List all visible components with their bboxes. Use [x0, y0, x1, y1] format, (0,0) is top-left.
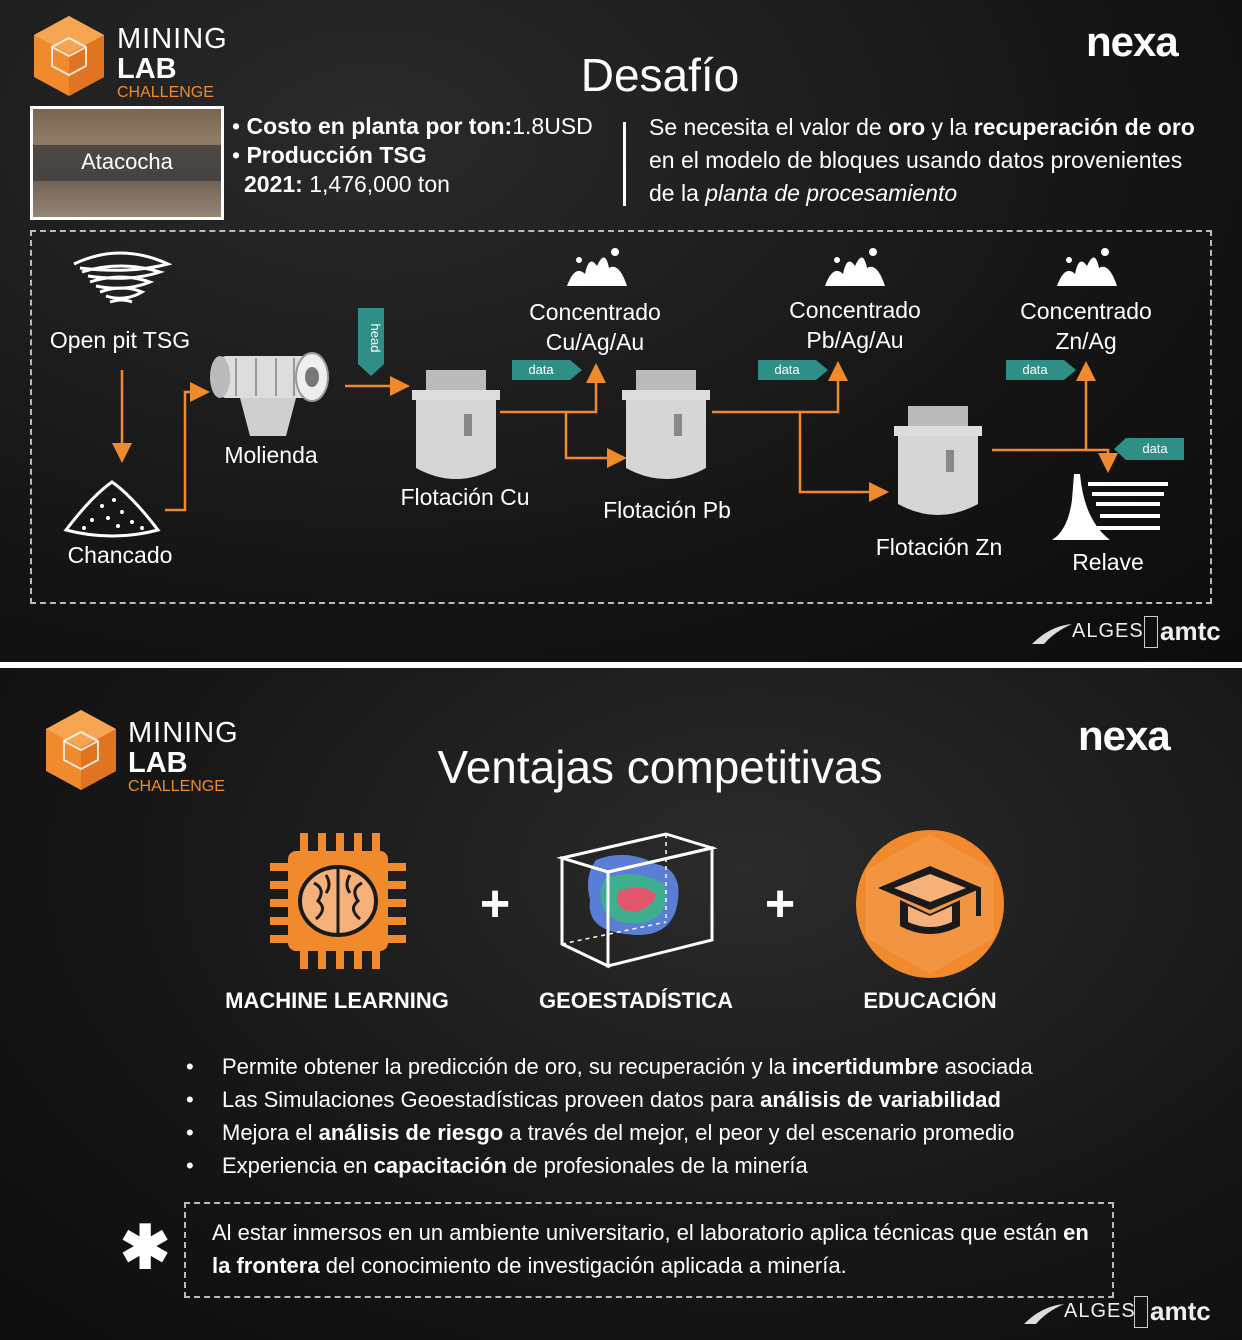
plus-sign-1: +	[479, 875, 511, 933]
pillar-educacion: EDUCACIÓN	[863, 988, 997, 1013]
list-item: • Experiencia en capacitación de profesionales de la minería	[186, 1153, 808, 1178]
nexa-logo: nexa	[1086, 18, 1178, 65]
nexa-logo: nexa	[1078, 712, 1170, 759]
slide-desafio	[0, 0, 1242, 662]
alges-swoosh-icon	[1030, 622, 1074, 646]
slide-ventajas	[0, 668, 1242, 1340]
pillar-machine-learning: MACHINE LEARNING	[225, 988, 449, 1013]
plant-stats: • Costo en planta por ton:1.8USD • Producción TSG 2021: 1,476,000 ton	[232, 113, 593, 197]
data-tag-pb-arrow	[816, 360, 828, 380]
graduation-cap-icon	[854, 828, 1006, 980]
note-text: Al estar inmersos en un ambiente universitario, el laboratorio aplica técnicas que están en la frontera del conocimiento de investigación aplicada a minería.	[212, 1220, 1089, 1278]
concentrate-cu-label: Concentrado Cu/Ag/Au	[529, 299, 661, 355]
open-pit-label: Open pit TSG	[49, 327, 191, 353]
brain-chip-icon	[268, 831, 408, 971]
flotacion-cu-label: Flotación Cu	[400, 484, 530, 510]
logo-line-challenge: CHALLENGE	[117, 84, 214, 101]
geostatistics-cube-icon	[556, 830, 718, 970]
logo-line-lab: LAB	[128, 747, 188, 779]
data-tag-relave: data	[1126, 438, 1184, 460]
asterisk-icon: ✱	[120, 1214, 171, 1281]
mining-lab-cube-icon	[44, 708, 118, 792]
plus-sign-2: +	[764, 875, 796, 933]
data-tag-zn-arrow	[1064, 360, 1076, 380]
flotation-pb-icon	[618, 368, 714, 486]
advantages-list	[186, 1050, 1146, 1182]
concentrate-cu-icon	[565, 244, 629, 288]
data-tag-cu: data	[512, 360, 570, 380]
ball-mill-icon	[206, 346, 336, 438]
prod-value: 1,476,000 ton	[309, 171, 450, 197]
open-pit-icon	[70, 248, 172, 314]
pillar-geoestadistica: GEOESTADÍSTICA	[539, 988, 733, 1013]
amtc-emblem-icon	[1134, 1296, 1148, 1328]
page-title: Desafío	[580, 49, 740, 101]
prod-year: 2021:	[244, 171, 303, 197]
logo-line-lab: LAB	[117, 53, 177, 85]
alges-swoosh-icon	[1022, 1302, 1066, 1326]
mining-lab-logo	[128, 718, 239, 796]
cost-label: Costo en planta por ton:	[246, 113, 513, 139]
amtc-logo: amtc	[1150, 1296, 1211, 1326]
page-title: Ventajas competitivas	[437, 741, 883, 793]
data-tag-pb: data	[758, 360, 816, 380]
list-item: • Mejora el análisis de riesgo a través del mejor, el peor y del escenario promedio	[186, 1120, 1015, 1145]
concentrate-pb-icon	[823, 244, 887, 288]
amtc-emblem-icon	[1144, 616, 1158, 648]
concentrate-zn-label: Concentrado Zn/Ag	[1020, 298, 1152, 354]
logo-line-mining: MINING	[117, 23, 228, 55]
concentrate-pb-label: Concentrado Pb/Ag/Au	[789, 297, 921, 353]
list-item: • Permite obtener la predicción de oro, su recuperación y la incertidumbre asociada	[186, 1054, 1033, 1079]
molienda-label: Molienda	[224, 442, 318, 468]
logo-line-mining: MINING	[128, 717, 239, 749]
site-label: Atacocha	[81, 149, 173, 174]
flotacion-zn-label: Flotación Zn	[875, 534, 1003, 560]
chancado-label: Chancado	[67, 542, 173, 568]
flotation-cu-icon	[408, 368, 504, 486]
data-tag-zn: data	[1006, 360, 1064, 380]
amtc-logo: amtc	[1160, 616, 1221, 646]
logo-line-challenge: CHALLENGE	[128, 778, 225, 795]
tailings-icon	[1050, 470, 1170, 542]
data-tag-cu-arrow	[570, 360, 582, 380]
note-box	[184, 1202, 1114, 1298]
head-tag	[358, 308, 384, 376]
prod-label: Producción TSG	[246, 142, 427, 168]
alges-logo: ALGES	[1064, 1300, 1136, 1322]
data-tag-relave-arrow	[1114, 438, 1126, 460]
flotation-zn-icon	[890, 404, 986, 522]
list-item: • Las Simulaciones Geoestadísticas proveen datos para análisis de variabilidad	[186, 1087, 1001, 1112]
head-tag-text: head	[368, 323, 383, 353]
concentrate-zn-icon	[1055, 244, 1119, 288]
flotacion-pb-label: Flotación Pb	[603, 497, 731, 523]
challenge-description: Se necesita el valor de oro y la recuperación de oro en el modelo de bloques usando datos provenientes de la planta de procesamiento	[649, 114, 1195, 206]
alges-logo: ALGES	[1072, 620, 1144, 642]
relave-label: Relave	[1072, 549, 1144, 575]
cost-value: 1.8USD	[512, 113, 593, 139]
ore-pile-icon	[62, 476, 162, 538]
